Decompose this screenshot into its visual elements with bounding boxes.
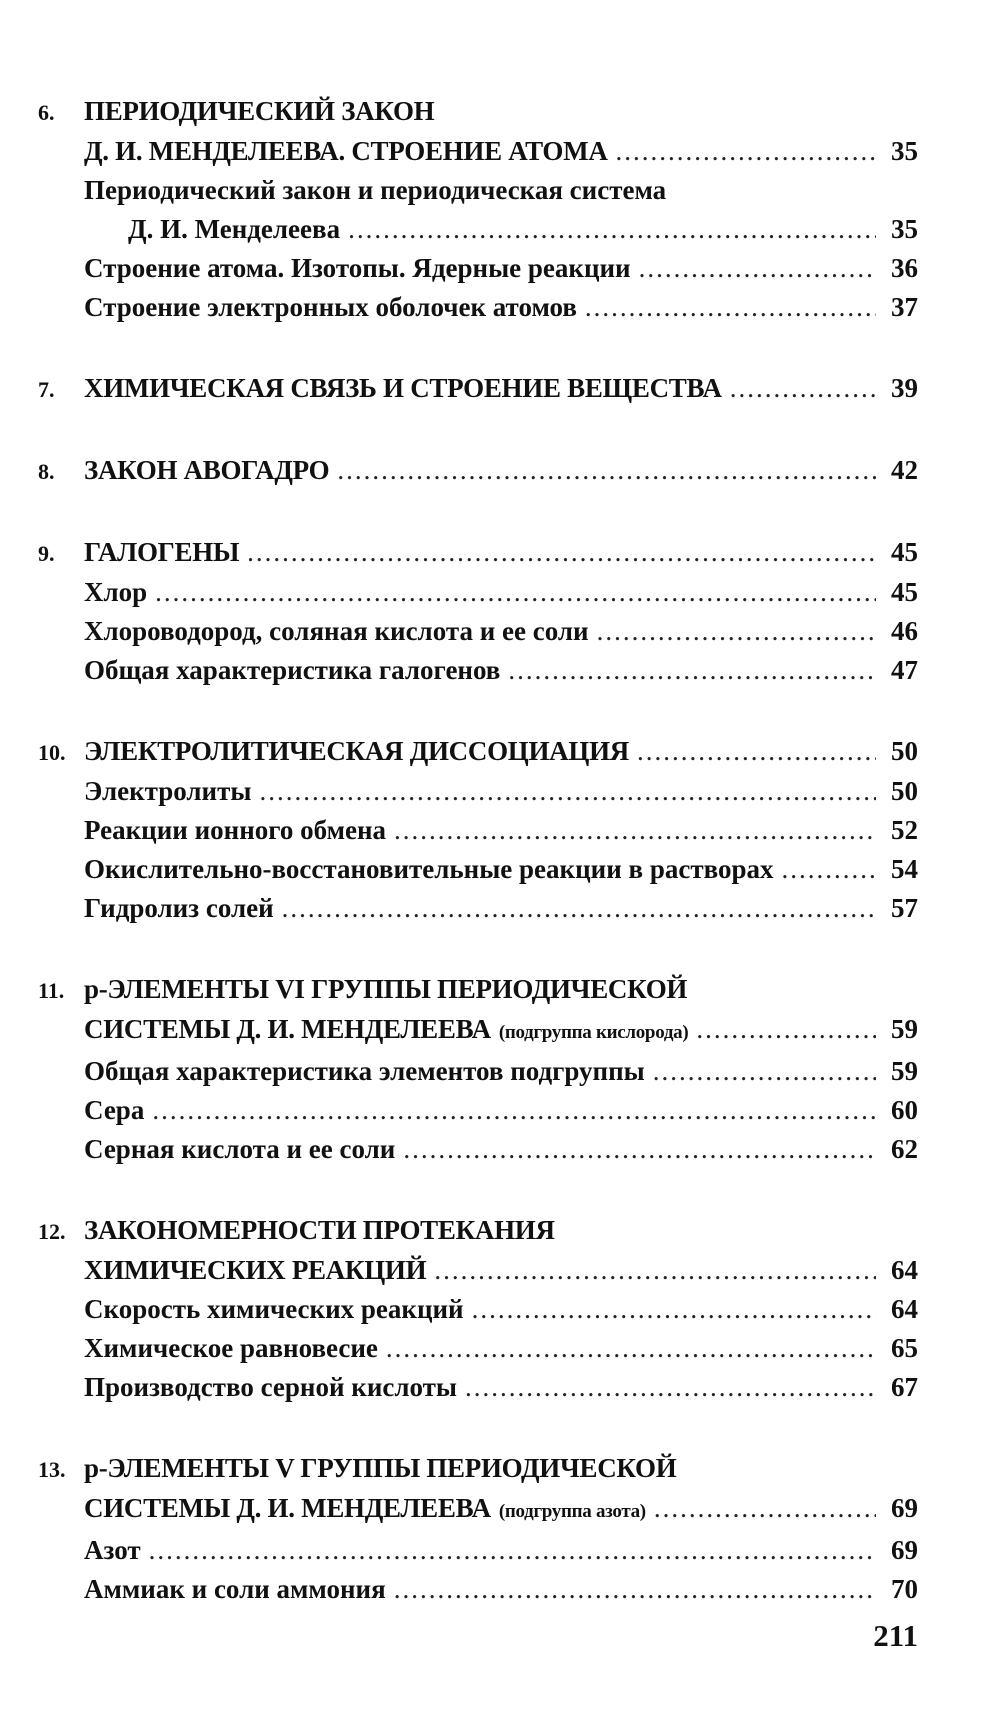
page-ref: 69	[891, 1493, 918, 1523]
dot-leader	[637, 732, 876, 771]
toc-chapter-10	[38, 732, 918, 928]
page-ref: 62	[891, 1134, 918, 1164]
page-ref: 59	[891, 1056, 918, 1086]
chapter-subtitle-note: (подгруппа азота)	[498, 1501, 646, 1522]
toc-entry	[38, 288, 918, 327]
page-ref: 50	[891, 736, 918, 766]
chapter-heading	[38, 451, 918, 491]
entry-title: Хлор	[84, 577, 148, 607]
toc-entry	[38, 171, 918, 210]
dot-leader	[597, 612, 876, 651]
dot-leader	[653, 1052, 876, 1091]
toc-entry	[38, 811, 918, 850]
chapter-heading-continued	[38, 1251, 918, 1290]
page-ref: 60	[891, 1095, 918, 1125]
page-ref: 46	[891, 616, 918, 646]
chapter-heading	[38, 1211, 918, 1251]
dot-leader	[155, 573, 876, 612]
entry-title: Реакции ионного обмена	[84, 815, 386, 845]
dot-leader	[472, 1290, 876, 1329]
page-ref: 65	[891, 1333, 918, 1363]
chapter-title: ХИМИЧЕСКАЯ СВЯЗЬ И СТРОЕНИЕ ВЕЩЕСТВА	[84, 373, 722, 403]
page-ref: 45	[891, 577, 918, 607]
chapter-number: 11.	[38, 978, 65, 1003]
chapter-title: СИСТЕМЫ Д. И. МЕНДЕЛЕЕВА	[84, 1493, 491, 1523]
chapter-title: ПЕРИОДИЧЕСКИЙ ЗАКОН	[84, 96, 435, 126]
page-ref: 64	[891, 1255, 918, 1285]
dot-leader	[730, 369, 876, 408]
entry-title: Окислительно-восстановительные реакции в растворах	[84, 854, 774, 884]
dot-leader	[394, 1570, 876, 1609]
toc-entry	[38, 1368, 918, 1407]
dot-leader	[259, 772, 876, 811]
dot-leader	[434, 1251, 876, 1290]
entry-title: Хлороводород, соляная кислота и ее соли	[84, 616, 589, 646]
dot-leader	[465, 1368, 876, 1407]
toc-entry	[38, 1130, 918, 1169]
toc-chapter-12	[38, 1211, 918, 1407]
page-ref: 50	[891, 776, 918, 806]
toc-entry	[38, 1290, 918, 1329]
entry-title: Азот	[84, 1535, 141, 1565]
chapter-number: 6.	[38, 100, 55, 125]
entry-title: Химическое равновесие	[84, 1333, 378, 1363]
dot-leader	[616, 132, 876, 171]
entry-title: Серная кислота и ее соли	[84, 1134, 396, 1164]
toc-entry	[38, 1052, 918, 1091]
entry-title: Д. И. Менделеева	[128, 214, 341, 244]
dot-leader	[654, 1489, 876, 1528]
chapter-title: ЗАКОНОМЕРНОСТИ ПРОТЕКАНИЯ	[84, 1215, 555, 1245]
chapter-number: 13.	[38, 1457, 66, 1482]
toc-chapter-11	[38, 970, 918, 1169]
chapter-subtitle-note: (подгруппа кислорода)	[498, 1022, 689, 1043]
entry-title: Производство серной кислоты	[84, 1372, 458, 1402]
page-ref: 52	[891, 815, 918, 845]
dot-leader	[282, 889, 876, 928]
toc-entry	[38, 772, 918, 811]
toc-entry	[38, 1329, 918, 1368]
toc-chapter-13	[38, 1449, 918, 1609]
entry-title: Электролиты	[84, 776, 252, 806]
chapter-number: 8.	[38, 459, 55, 484]
chapter-heading-continued	[38, 1010, 918, 1052]
toc-chapter-7	[38, 369, 918, 409]
page-number: 211	[873, 1618, 918, 1653]
chapter-number: 10.	[38, 740, 66, 765]
chapter-heading	[38, 1449, 918, 1489]
chapter-heading	[38, 92, 918, 132]
entry-title: Аммиак и соли аммония	[84, 1574, 386, 1604]
dot-leader	[394, 811, 876, 850]
chapter-heading	[38, 732, 918, 772]
page-ref: 69	[891, 1535, 918, 1565]
page-ref: 57	[891, 893, 918, 923]
toc-entry	[38, 612, 918, 651]
page-ref: 59	[891, 1014, 918, 1044]
dot-leader	[386, 1329, 876, 1368]
chapter-title: Д. И. МЕНДЕЛЕЕВА. СТРОЕНИЕ АТОМА	[84, 136, 608, 166]
dot-leader	[149, 1531, 876, 1570]
page-ref: 67	[891, 1372, 918, 1402]
page-ref: 35	[891, 214, 918, 244]
entry-title: Строение атома. Изотопы. Ядерные реакции	[84, 253, 631, 283]
chapter-title: ГАЛОГЕНЫ	[84, 537, 240, 567]
chapter-number: 12.	[38, 1219, 66, 1244]
toc-chapter-8	[38, 451, 918, 491]
toc-entry-continued	[38, 210, 918, 249]
entry-title: Гидролиз солей	[84, 893, 274, 923]
dot-leader	[782, 850, 876, 889]
toc-chapter-9	[38, 533, 918, 690]
chapter-heading	[38, 369, 918, 409]
toc-entry	[38, 249, 918, 288]
dot-leader	[247, 533, 876, 572]
page-ref: 42	[891, 455, 918, 485]
dot-leader	[152, 1091, 876, 1130]
page-ref: 36	[891, 253, 918, 283]
dot-leader	[403, 1130, 876, 1169]
chapter-number: 9.	[38, 541, 55, 566]
chapter-heading-continued	[38, 132, 918, 171]
page-ref: 37	[891, 292, 918, 322]
page-ref: 45	[891, 537, 918, 567]
chapter-heading-continued	[38, 1489, 918, 1531]
dot-leader	[585, 288, 876, 327]
toc-chapter-6	[38, 92, 918, 327]
entry-title: Общая характеристика элементов подгруппы	[84, 1056, 645, 1086]
entry-title: Периодический закон и периодическая система	[84, 175, 667, 205]
page-ref: 35	[891, 136, 918, 166]
dot-leader	[348, 210, 876, 249]
toc-entry	[38, 1531, 918, 1570]
entry-title: Строение электронных оболочек атомов	[84, 292, 577, 322]
chapter-title: ЭЛЕКТРОЛИТИЧЕСКАЯ ДИССОЦИАЦИЯ	[84, 736, 629, 766]
dot-leader	[696, 1010, 876, 1049]
page-ref: 64	[891, 1294, 918, 1324]
dot-leader	[337, 451, 876, 490]
chapter-title: ХИМИЧЕСКИХ РЕАКЦИЙ	[84, 1255, 427, 1285]
toc-entry	[38, 1091, 918, 1130]
toc-entry	[38, 573, 918, 612]
entry-title: Сера	[84, 1095, 145, 1125]
dot-leader	[508, 651, 876, 690]
dot-leader	[639, 249, 876, 288]
toc-entry	[38, 889, 918, 928]
chapter-title: p-ЭЛЕМЕНТЫ V ГРУППЫ ПЕРИОДИЧЕСКОЙ	[84, 1453, 677, 1483]
chapter-title: ЗАКОН АВОГАДРО	[84, 455, 330, 485]
chapter-title: p-ЭЛЕМЕНТЫ VI ГРУППЫ ПЕРИОДИЧЕСКОЙ	[84, 974, 688, 1004]
page-ref: 54	[891, 854, 918, 884]
toc-entry	[38, 850, 918, 889]
page-ref: 47	[891, 655, 918, 685]
entry-title: Скорость химических реакций	[84, 1294, 464, 1324]
chapter-heading	[38, 970, 918, 1010]
page-ref: 70	[891, 1574, 918, 1604]
chapter-number: 7.	[38, 377, 55, 402]
entry-title: Общая характеристика галогенов	[84, 655, 501, 685]
toc-entry	[38, 1570, 918, 1609]
toc-entry	[38, 651, 918, 690]
chapter-title: СИСТЕМЫ Д. И. МЕНДЕЛЕЕВА	[84, 1014, 491, 1044]
table-of-contents	[38, 92, 918, 1651]
chapter-heading	[38, 533, 918, 573]
page-ref: 39	[891, 373, 918, 403]
